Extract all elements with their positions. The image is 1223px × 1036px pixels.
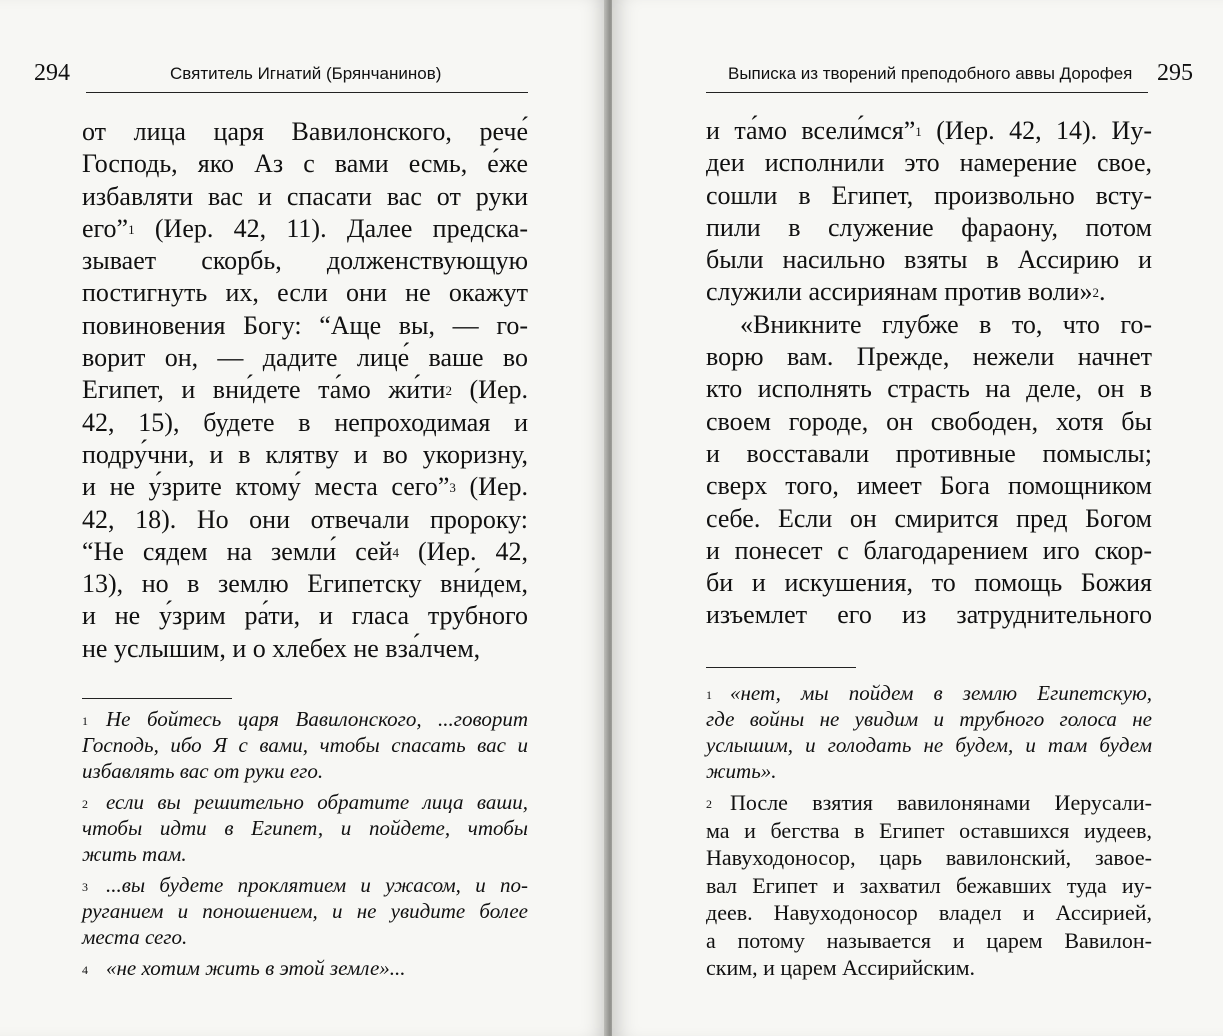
- text-line: Египет, и вни́дете та́мо жи́ти$^2$ (Иер.: [82, 375, 528, 405]
- text-line: 13), но в землю Египетску вни́дем,: [82, 569, 528, 599]
- footnote-3: $^3$ ...вы будете проклятием и ужасом, и по- руганием и поношением, и не увидите более места сего.: [82, 873, 528, 949]
- text-line: от лица царя Вавилонского, рече́: [82, 117, 528, 146]
- footnote-ref: 1: [128, 221, 135, 237]
- text-line: пили в служение фараону, потом: [706, 212, 1152, 242]
- text-line: сверх того, имеет Бога помощником: [706, 471, 1152, 501]
- body-text-right: [706, 115, 1152, 632]
- footnote-mark: 2: [706, 797, 712, 811]
- text-line: кто исполнять страсть на деле, он в: [706, 374, 1152, 404]
- footnote-1: $^1$ Не бойтесь царя Вавилонского, ...говорит Господь, ибо Я с вами, чтобы спасать вас и избавлять вас от руки его.: [82, 707, 528, 783]
- text-line: его”$^1$ (Иер. 42, 11). Далее предска-: [82, 213, 528, 243]
- header-rule-left: [86, 92, 528, 93]
- footnote-ref: 1: [915, 124, 922, 139]
- footnote-ref: 3: [449, 480, 456, 496]
- text-line: ворю вам. Прежде, нежели начнет: [706, 342, 1152, 372]
- footnote-mark: 1: [706, 688, 712, 702]
- right-page: [612, 0, 1223, 1036]
- text-line: постигнуть их, если они не окажут: [82, 278, 528, 308]
- running-head-left: Святитель Игнатий (Брянчанинов): [170, 64, 442, 83]
- text-line: и восставали противные помыслы;: [706, 438, 1152, 468]
- footnote-mark: 4: [82, 963, 88, 977]
- footnotes-right: [706, 680, 1152, 987]
- page-number-left: 294: [34, 60, 70, 86]
- text-line: повиновения Богу: “Аще вы, — го-: [82, 310, 528, 340]
- text-line: и не у́зрите ктому́ места сего”$^3$ (Иер.: [82, 472, 528, 502]
- page-number-right: 295: [1157, 60, 1193, 86]
- text-line: «Вникните глубже в то, что го-: [740, 309, 1152, 339]
- text-line: и не у́зрим ра́ти, и гласа трубного: [82, 601, 528, 631]
- footnote-mark: 1: [82, 714, 88, 728]
- body-text-left: [82, 116, 528, 665]
- running-head-right: Выписка из творений преподобного аввы Дорофея: [728, 64, 1133, 83]
- text-line: изъемлет его из затруднительного: [706, 600, 1152, 630]
- text-line: Господь, яко Аз с вами есмь, е́же: [82, 149, 528, 179]
- footnote-2: $^2$ если вы решительно обратите лица ваши, чтобы идти в Египет, и пойдете, чтобы жить там.: [82, 790, 528, 866]
- text-line: избавляти вас и спасати вас от руки: [82, 181, 528, 211]
- footnote-2: $^2$ После взятия вавилонянами Иерусали- ма и бегства в Египет оставшихся иудеев, Навуходоносор, царь вавилонский, завое- вал Египет и захватил бежавших туда иу- деев. Навуходоносор владел и Ассирией, а потому называется и царем Вавилон- ским, и царем Ассирийским.: [706, 790, 1152, 980]
- footnotes-left: [82, 706, 528, 986]
- text-line: и понесет с благодарением иго скор-: [706, 535, 1152, 565]
- text-line: сошли в Египет, произвольно всту-: [706, 180, 1152, 210]
- text-line: 42, 15), будете в непроходимая и: [82, 407, 528, 437]
- header-rule-right: [706, 92, 1148, 93]
- text-line: ворит он, — дадите лице́ ваше во: [82, 343, 528, 373]
- footnote-4: $^4$ «не хотим жить в этой земле»...: [82, 956, 406, 980]
- footnote-mark: 3: [82, 880, 88, 894]
- text-line: зывает скорбь, долженствующую: [82, 246, 528, 276]
- footnote-rule-right: [706, 667, 856, 668]
- text-line: своем городе, он свободен, хотя бы: [706, 406, 1152, 436]
- footnote-mark: 2: [82, 797, 88, 811]
- footnote-ref: 2: [445, 383, 452, 399]
- text-line: и та́мо всели́мся”$^1$ (Иер. 42, 14). Иу-: [706, 116, 1152, 145]
- text-line: служили ассириянам против воли»$^2$.: [706, 277, 1106, 307]
- footnote-rule-left: [82, 698, 232, 699]
- text-line: не услышим, и о хлебех не вза́лчем,: [82, 633, 481, 663]
- text-line: деи исполнили это намерение свое,: [706, 148, 1152, 178]
- footnote-ref: 2: [1092, 285, 1100, 301]
- left-page: [0, 0, 608, 1036]
- text-line: были насильно взяты в Ассирию и: [706, 245, 1152, 275]
- text-line: 42, 18). Но они отвечали пророку:: [82, 504, 528, 534]
- text-line: “Не сядем на земли́ сей$^4$ (Иер. 42,: [82, 536, 528, 566]
- text-line: би и искушения, то помощь Божия: [706, 568, 1152, 598]
- show-through-text: [100, 64, 106, 90]
- text-line: подру́чни, и в клятву и во укоризну,: [82, 439, 528, 469]
- footnote-1: $^1$ «нет, мы пойдем в землю Египетскую, где войны не увидим и трубного голоса не услышим, и голодать не будем, и там будем жить».: [706, 681, 1152, 783]
- text-line: себе. Если он смирится пред Богом: [706, 503, 1152, 533]
- footnote-ref: 4: [392, 544, 400, 560]
